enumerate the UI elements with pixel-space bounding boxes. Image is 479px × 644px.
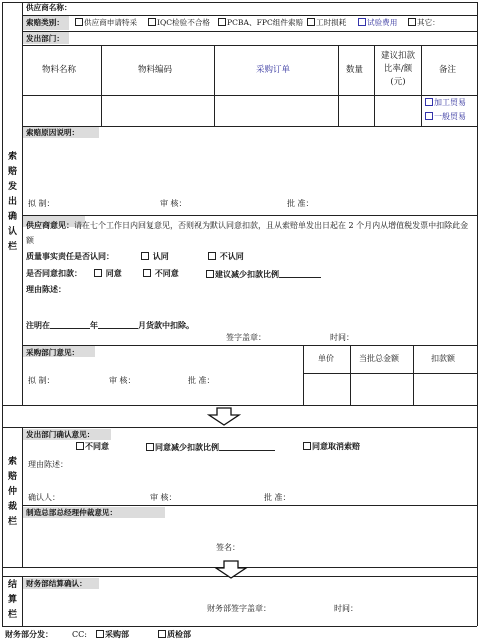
dissent-option[interactable]: 不同意 xyxy=(143,269,179,279)
checkbox-icon xyxy=(358,18,366,26)
finance-label: 财务部结算确认： xyxy=(26,579,87,588)
year-blank[interactable] xyxy=(50,320,90,329)
cc-label: CC: xyxy=(72,630,87,639)
header-suggested-ratio: 建议扣款比率/额(元) xyxy=(380,51,415,87)
down-arrow-icon xyxy=(214,560,248,579)
header-material-name: 物料名称 xyxy=(42,65,77,75)
sign-review-2: 审 核： xyxy=(109,376,136,385)
reason-statement-2: 理由陈述： xyxy=(28,460,68,469)
checkbox-icon xyxy=(208,252,216,260)
checkbox-icon xyxy=(146,443,154,451)
suggest-reduce-option[interactable]: 建议减少扣款比例 xyxy=(206,269,321,280)
dept-confirm-label: 发出部门确认意见： xyxy=(26,430,95,439)
seal-time: 时间： xyxy=(330,333,354,342)
checkbox-icon xyxy=(307,18,315,26)
category-labor-loss[interactable]: 工时损耗 xyxy=(307,18,346,28)
side-claim-confirm: 索 赔 发 出 确 认 栏 xyxy=(7,152,17,252)
trade-processing[interactable]: 加工贸易 xyxy=(425,98,466,108)
header-remarks: 备注 xyxy=(439,65,457,75)
header-purchase-order: 采购订单 xyxy=(256,65,291,75)
distribution-label: 财务部分发： xyxy=(5,630,53,639)
consent-option[interactable]: 同意 xyxy=(94,269,122,279)
checkbox-icon xyxy=(143,269,151,277)
cc-qc[interactable]: 质检部 xyxy=(158,630,191,640)
checkbox-icon xyxy=(148,18,156,26)
finance-seal: 财务部签字盖章： xyxy=(207,604,271,613)
sign-draft-1: 拟 制： xyxy=(28,199,55,208)
confirm-person: 确认人： xyxy=(28,493,60,502)
supplier-opinion: 供应商意见：请在七个工作日内回复意见，否则视为默认同意扣款，且从索赔单发出日起在 2 个月内从增值税发票中扣除此金额 xyxy=(26,221,469,245)
reason-label: 索赔原因说明： xyxy=(26,128,80,137)
category-pcba[interactable]: PCBA、FPC组件索赔 xyxy=(218,18,303,28)
disagree-option[interactable]: 不认同 xyxy=(208,252,244,262)
sign-draft-2: 拟 制： xyxy=(28,376,55,385)
approve-3: 批 准： xyxy=(264,493,291,502)
sign-approve-2: 批 准： xyxy=(188,376,215,385)
gm-label: 制造总部总经理仲裁意见： xyxy=(26,508,118,517)
checkbox-icon xyxy=(303,442,311,450)
purchase-opinion-label: 采购部门意见： xyxy=(26,348,80,357)
opt-disagree[interactable]: 不同意 xyxy=(76,442,109,452)
checkbox-icon xyxy=(96,630,104,638)
reason-statement: 理由陈述： xyxy=(26,285,66,294)
checkbox-icon xyxy=(141,252,149,260)
review-3: 审 核： xyxy=(150,493,177,502)
header-deduct-amount: 扣款额 xyxy=(431,354,455,363)
header-quantity: 数量 xyxy=(346,65,364,75)
category-special-acceptance[interactable]: 供应商申请特采 xyxy=(75,18,137,28)
finance-time: 时间： xyxy=(334,604,358,613)
checkbox-icon xyxy=(158,630,166,638)
category-test-fee[interactable]: 试验费用 xyxy=(358,18,397,28)
sign-review-1: 审 核： xyxy=(160,199,187,208)
supplier-name-label: 供应商名称： xyxy=(26,3,72,12)
category-other[interactable]: 其它： xyxy=(408,18,440,28)
reduce-blank-2[interactable] xyxy=(219,442,275,451)
header-material-code: 物料编码 xyxy=(138,65,173,75)
checkbox-icon xyxy=(425,98,433,106)
header-batch-total: 当批总金额 xyxy=(359,354,399,363)
month-blank[interactable] xyxy=(98,320,138,329)
sign-approve-1: 批 准： xyxy=(287,199,314,208)
note-deduct-month: 注明在 年 月货款中扣除。 xyxy=(26,321,194,330)
gm-signature: 签名： xyxy=(216,543,240,552)
category-iqc[interactable]: IQC检验不合格 xyxy=(148,18,210,28)
trade-general[interactable]: 一般贸易 xyxy=(425,112,466,122)
claim-category-text: 索赔类别： xyxy=(26,18,64,27)
agree-option[interactable]: 认同 xyxy=(141,252,169,262)
checkbox-icon xyxy=(75,18,83,26)
down-arrow-icon xyxy=(207,407,241,426)
cc-purchasing[interactable]: 采购部 xyxy=(96,630,129,640)
checkbox-icon xyxy=(425,112,433,120)
checkbox-icon xyxy=(76,442,84,450)
reduce-ratio-blank[interactable] xyxy=(279,269,321,278)
checkbox-icon xyxy=(218,18,226,26)
side-arbitration: 索 赔 仲 裁 栏 xyxy=(7,457,17,527)
side-settle: 结 算 栏 xyxy=(7,580,17,620)
deduct-question: 是否同意扣款： xyxy=(26,269,82,278)
quality-fact-row: 质量事实责任是否认同： xyxy=(26,252,114,261)
opt-reduce[interactable]: 同意减少扣款比例 xyxy=(146,442,275,453)
opt-cancel[interactable]: 同意取消索赔 xyxy=(303,442,360,452)
issuing-dept-label: 发出部门： xyxy=(26,34,64,43)
header-unit-price: 单价 xyxy=(318,354,334,363)
seal-sign: 签字盖章： xyxy=(226,333,266,342)
checkbox-icon xyxy=(94,269,102,277)
checkbox-icon xyxy=(408,18,416,26)
checkbox-icon xyxy=(206,270,214,278)
